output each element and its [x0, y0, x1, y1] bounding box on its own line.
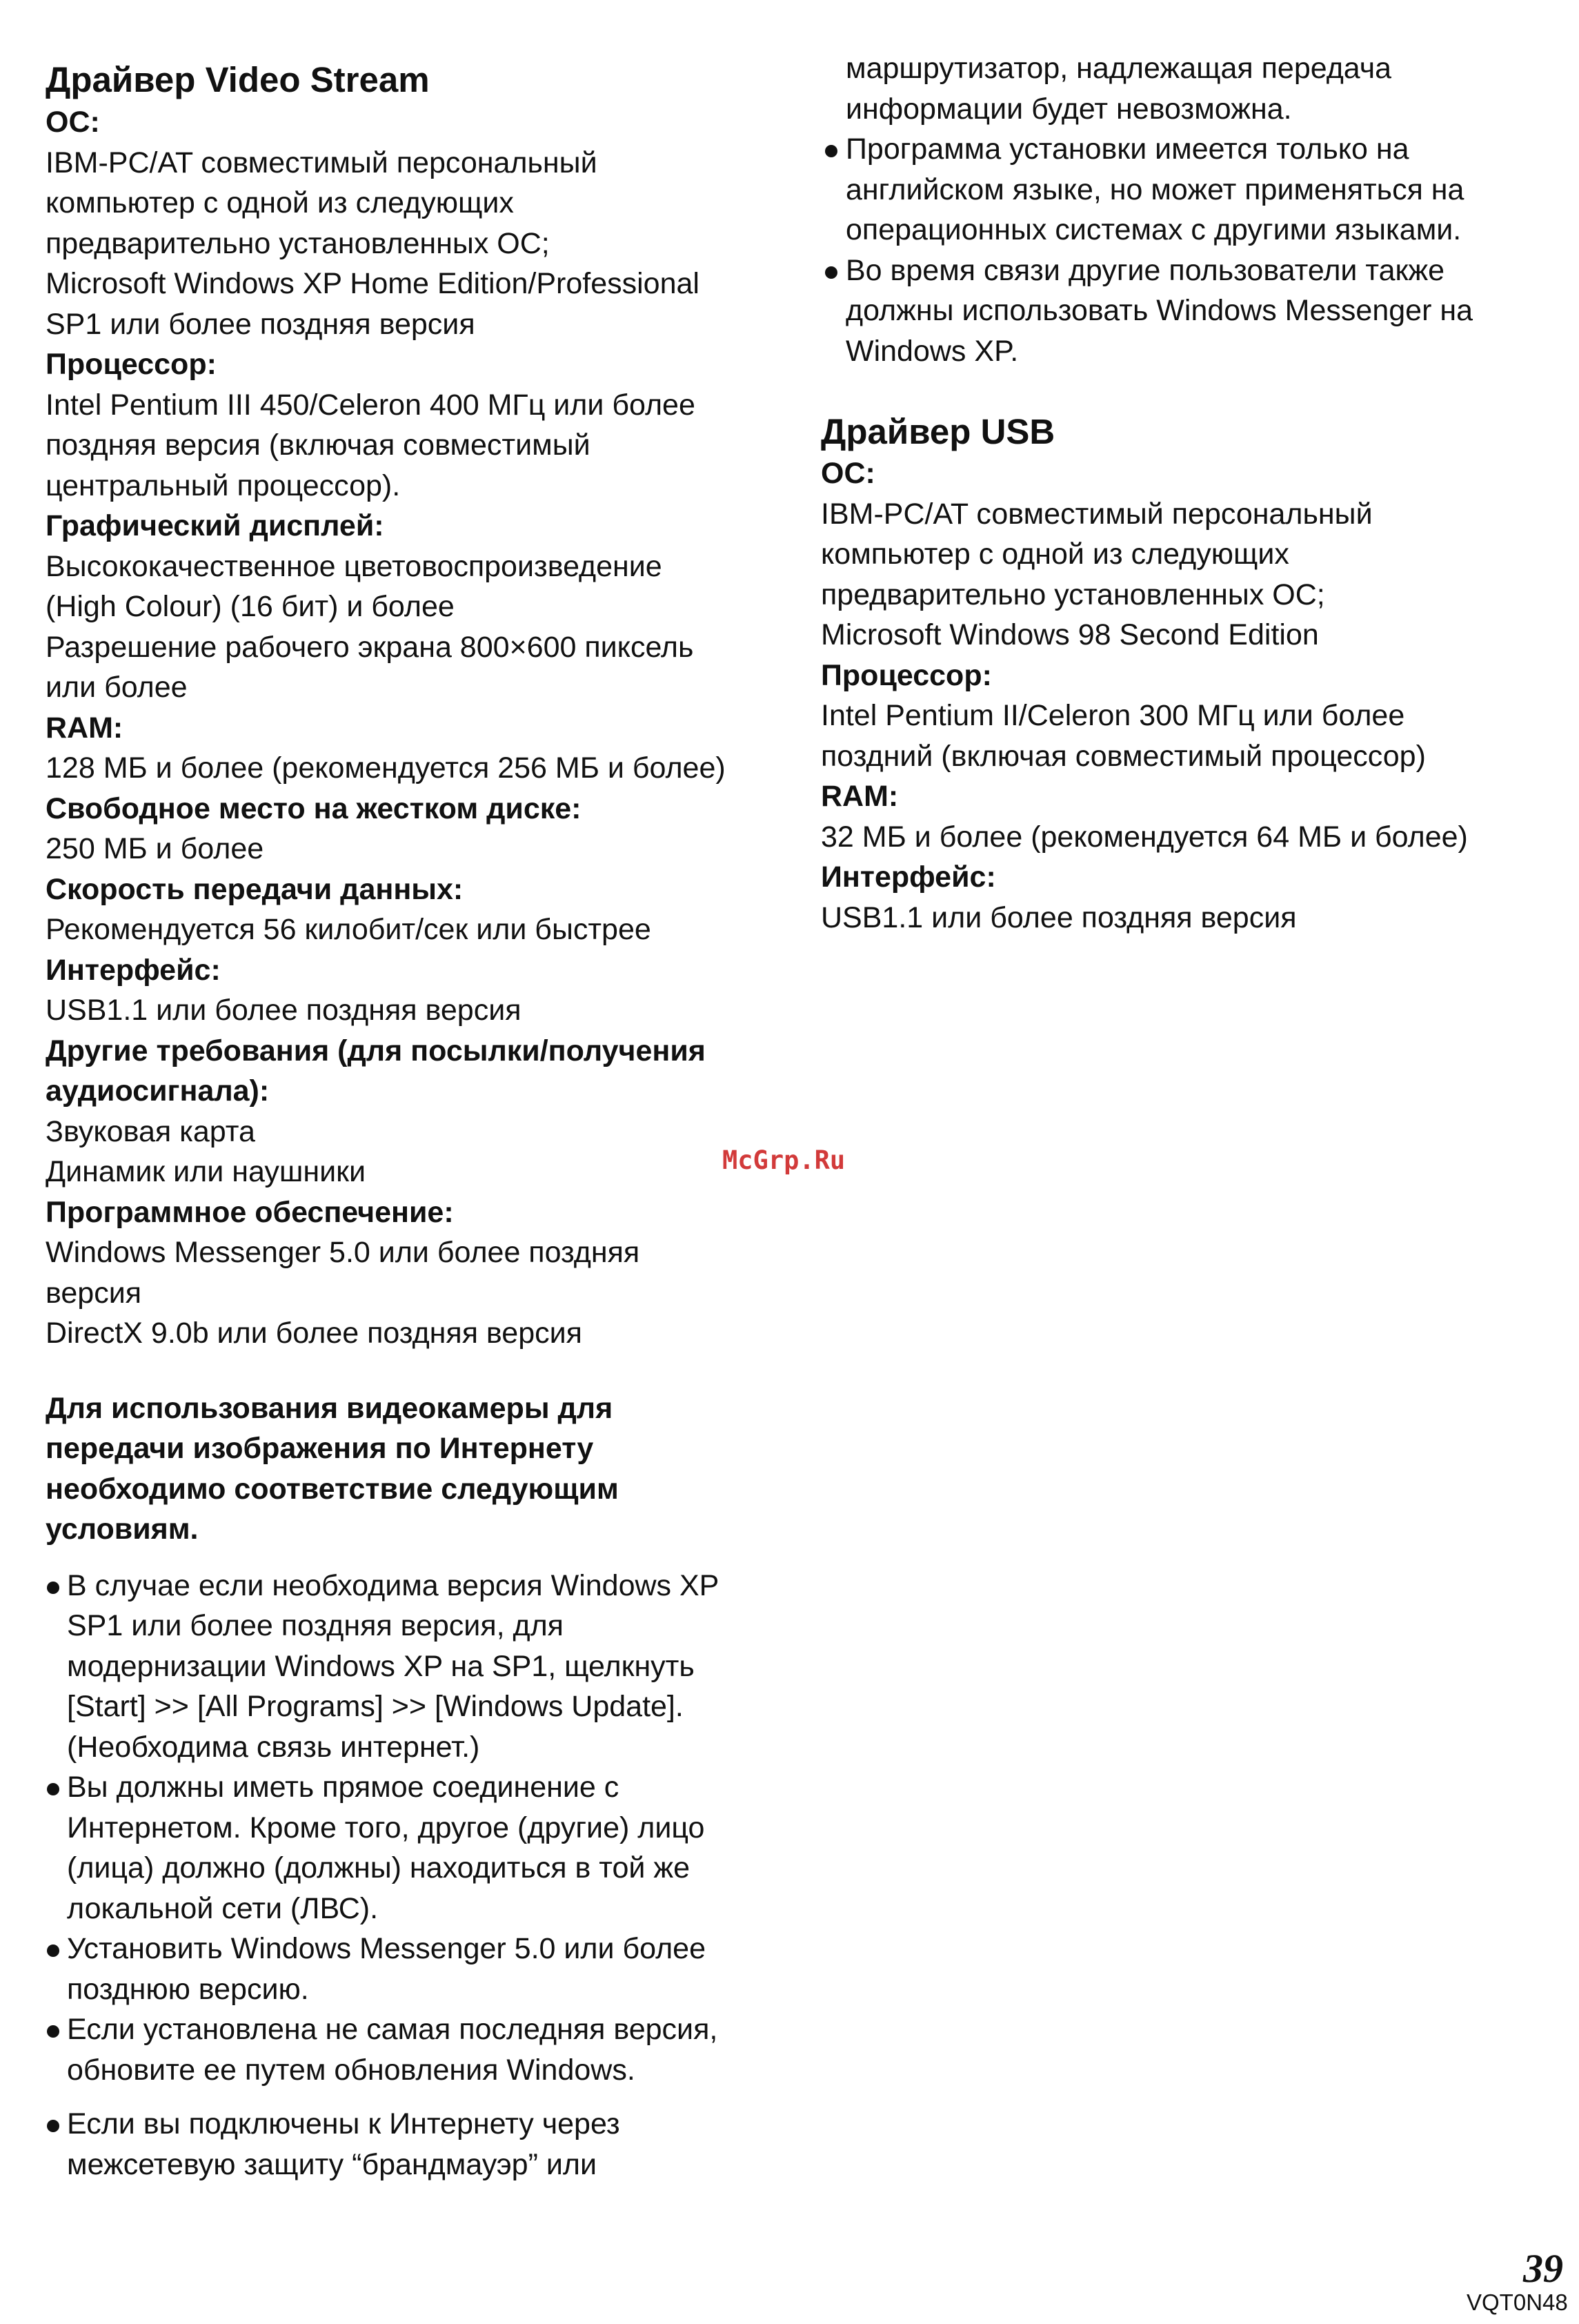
bullet-line: (лица) должно (должны) находиться в той же [67, 1851, 691, 1884]
bullet-line: обновите ее путем обновления Windows. [67, 2053, 635, 2087]
conditions-heading: Для использования видеокамеры для [46, 1391, 613, 1425]
spec-line: Microsoft Windows 98 Second Edition [821, 618, 1319, 651]
conditions-heading: необходимо соответствие следующим [46, 1472, 619, 1506]
bullet-line: Интернетом. Кроме того, другое (другие) лицо [67, 1811, 705, 1844]
spec-line: 32 МБ и более (рекомендуется 64 МБ и более) [821, 820, 1468, 854]
bullet-line: позднюю версию. [67, 1972, 309, 2006]
cpu-label: Процессор: [821, 658, 992, 692]
spec-line: 250 МБ и более [46, 832, 264, 865]
bullet-line: маршрутизатор, надлежащая передача [846, 52, 1392, 85]
spec-line: Динамик или наушники [46, 1155, 366, 1188]
spec-line: (High Colour) (16 бит) и более [46, 590, 455, 623]
spec-line: Звуковая карта [46, 1114, 255, 1148]
interface-label: Интерфейс: [821, 860, 996, 894]
spec-line: USB1.1 или более поздняя версия [46, 994, 522, 1027]
bullet-dot [825, 145, 837, 157]
spec-line: IBM-PC/AT совместимый персональный [46, 146, 597, 179]
speed-label: Скорость передачи данных: [46, 872, 464, 906]
bullet-line: [Start] >> [All Programs] >> [Windows Update]. [67, 1690, 684, 1723]
spec-line: компьютер с одной из следующих [821, 538, 1289, 571]
bullet-line: SP1 или более поздняя версия, для [67, 1609, 564, 1642]
bullet-dot [47, 1944, 59, 1957]
spec-line: предварительно установленных ОС; [46, 226, 550, 260]
bullet-dot [47, 2025, 59, 2038]
other-requirements-label: аудиосигнала): [46, 1074, 270, 1107]
bullet-dot [47, 1582, 59, 1594]
conditions-heading: передачи изображения по Интернету [46, 1432, 594, 1465]
spec-line: Intel Pentium II/Celeron 300 МГц или более [821, 699, 1405, 732]
spec-line: SP1 или более поздняя версия [46, 307, 475, 341]
bullet-line: должны использовать Windows Messenger на [846, 294, 1473, 327]
bullet-line: Программа установки имеется только на [846, 132, 1409, 166]
spec-line: DirectX 9.0b или более поздняя версия [46, 1317, 582, 1350]
interface-label: Интерфейс: [46, 953, 221, 987]
spec-line: версия [46, 1276, 141, 1310]
spec-line: USB1.1 или более поздняя версия [821, 900, 1297, 934]
bullet-dot [47, 2120, 59, 2132]
document-code: VQT0N48 [1467, 2289, 1568, 2315]
spec-line: центральный процессор). [46, 469, 401, 502]
bullet-line: информации будет невозможна. [846, 92, 1292, 126]
display-label: Графический дисплей: [46, 509, 384, 542]
spec-line: Windows Messenger 5.0 или более поздняя [46, 1236, 640, 1269]
os-label: ОС: [46, 106, 100, 139]
bullet-line: межсетевую защиту “брандмауэр” или [67, 2147, 597, 2181]
os-label: ОС: [821, 457, 875, 490]
section-title-usb: Драйвер USB [821, 412, 1055, 451]
spec-line: Intel Pentium III 450/Celeron 400 МГц или более [46, 388, 695, 422]
bullet-line: английском языке, но может применяться на [846, 173, 1464, 206]
bullet-line: операционных системах с другими языками. [846, 213, 1462, 246]
cpu-label: Процессор: [46, 348, 217, 381]
bullet-line: Вы должны иметь прямое соединение с [67, 1771, 619, 1804]
page-number: 39 [1523, 2246, 1563, 2291]
bullet-line: Если установлена не самая последняя версия, [67, 2013, 718, 2046]
watermark[interactable]: McGrp.Ru [722, 1145, 846, 1175]
bullet-line: Во время связи другие пользователи также [846, 253, 1445, 287]
other-requirements-label: Другие требования (для посылки/получения [46, 1034, 706, 1067]
software-label: Программное обеспечение: [46, 1195, 454, 1229]
spec-line: IBM-PC/AT совместимый персональный [821, 497, 1373, 531]
spec-line: Рекомендуется 56 килобит/сек или быстрее [46, 913, 651, 946]
bullet-dot [47, 1783, 59, 1795]
spec-line: Microsoft Windows XP Home Edition/Professional [46, 267, 699, 300]
spec-line: 128 МБ и более (рекомендуется 256 МБ и более) [46, 751, 726, 785]
bullet-line: Если вы подключены к Интернету через [67, 2107, 620, 2140]
section-title-video-stream: Драйвер Video Stream [46, 60, 430, 99]
bullet-line: локальной сети (ЛВС). [67, 1891, 379, 1925]
spec-line: Высококачественное цветовоспроизведение [46, 549, 662, 583]
bullet-dot [825, 266, 837, 279]
spec-line: поздний (включая совместимый процессор) [821, 739, 1426, 773]
conditions-heading: условиям. [46, 1513, 199, 1546]
spec-line: Разрешение рабочего экрана 800×600 пиксель [46, 630, 694, 664]
bullet-line: В случае если необходима версия Windows XP [67, 1568, 719, 1602]
spec-line: предварительно установленных ОС; [821, 578, 1325, 611]
ram-label: RAM: [46, 711, 123, 745]
bullet-line: Windows XP. [846, 334, 1019, 368]
bullet-line: модернизации Windows XP на SP1, щелкнуть [67, 1649, 695, 1683]
bullet-line: Установить Windows Messenger 5.0 или более [67, 1932, 706, 1965]
spec-line: или более [46, 671, 188, 704]
disk-label: Свободное место на жестком диске: [46, 791, 582, 825]
ram-label: RAM: [821, 780, 899, 813]
spec-line: поздняя версия (включая совместимый [46, 429, 590, 462]
spec-line: компьютер с одной из следующих [46, 186, 514, 219]
bullet-line: (Необходима связь интернет.) [67, 1730, 480, 1764]
